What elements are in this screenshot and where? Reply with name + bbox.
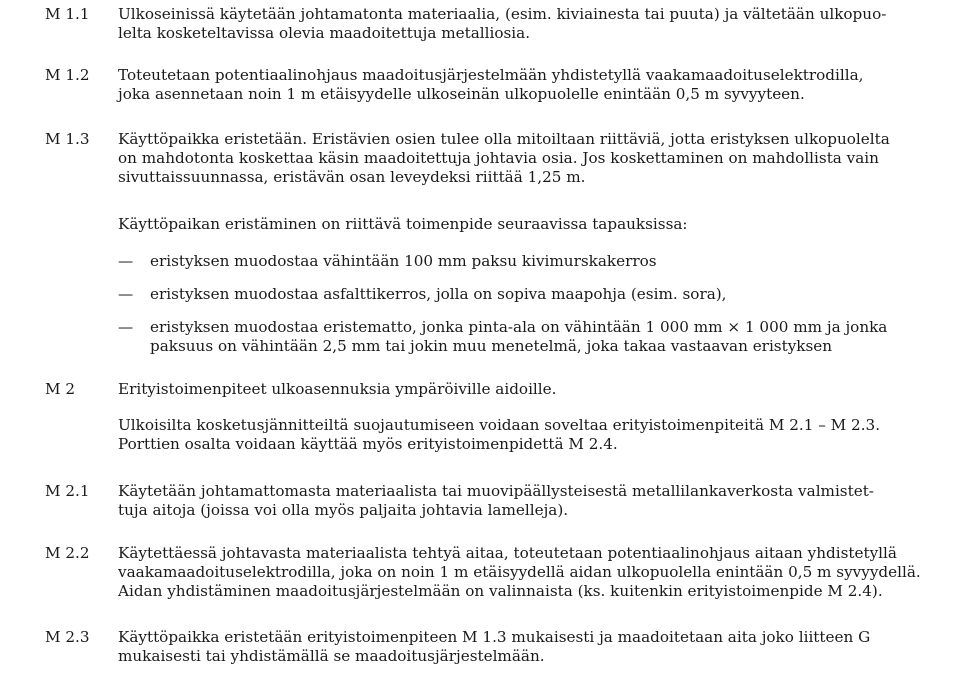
clause-code: M 2 [45, 380, 76, 398]
clause-code: M 2.2 [45, 544, 90, 562]
list-item-text: paksuus on vähintään 2,5 mm tai jokin muu menetelmä, joka takaa vastaavan eristyksen [150, 337, 833, 355]
clause-text [118, 380, 948, 399]
text-line: Ulkoisilta kosketusjännitteiltä suojautumiseen voidaan soveltaa erityistoimenpiteitä M 2.1 – M 2.3. [118, 416, 881, 434]
dash-bullet: — [118, 285, 134, 303]
clause-code: M 1.3 [45, 130, 90, 148]
text-line: Käyttöpaikka eristetään. Eristävien osien tulee olla mitoiltaan riittäviä, jotta eristyksen ulkopuolelta [118, 130, 890, 148]
dash-bullet: — [118, 252, 134, 270]
clause-text [118, 544, 948, 601]
clause-text [118, 66, 948, 104]
list-item-text: eristyksen muodostaa eristematto, jonka pinta-ala on vähintään 1 000 mm × 1 000 mm ja jonka [150, 318, 888, 336]
text-line: Käyttöpaikka eristetään erityistoimenpiteen M 1.3 mukaisesti ja maadoitetaan aita joko liitteen G [118, 628, 871, 646]
list-item-text: eristyksen muodostaa vähintään 100 mm paksu kivimurskakerros [150, 252, 657, 270]
text-line: Toteutetaan potentiaalinohjaus maadoitusjärjestelmään yhdistetyllä vaakamaadoituselektrodilla, [118, 66, 864, 84]
clause-text [118, 130, 948, 187]
text-line: Käytetään johtamattomasta materiaalista tai muovipäällysteisestä metallilankaverkosta valmistet- [118, 482, 874, 500]
clause-text [118, 5, 948, 43]
text-line: Porttien osalta voidaan käyttää myös erityistoimenpidettä M 2.4. [118, 435, 618, 453]
clause-text [118, 482, 948, 520]
clause-code: M 2.1 [45, 482, 90, 500]
clause-text [118, 628, 948, 666]
clause-code: M 2.3 [45, 628, 90, 646]
text-line: Aidan yhdistäminen maadoitusjärjestelmään on valinnaista (ks. kuitenkin erityistoimenpide M 2.4). [118, 582, 883, 600]
clause-code: M 1.1 [45, 5, 90, 23]
text-line: lelta kosketeltavissa olevia maadoitettuja metalliosia. [118, 24, 531, 42]
text-line: mukaisesti tai yhdistämällä se maadoitusjärjestelmään. [118, 647, 545, 665]
text-line: Ulkoseinissä käytetään johtamatonta materiaalia, (esim. kiviainesta tai puuta) ja vältetään ulkopuo- [118, 5, 887, 23]
text-line: Käytettäessä johtavasta materiaalista tehtyä aitaa, toteutetaan potentiaalinohjaus aitaan yhdistetyllä [118, 544, 897, 562]
text-line: tuja aitoja (joissa voi olla myös paljaita johtavia lamelleja). [118, 501, 569, 519]
clause-code: M 1.2 [45, 66, 90, 84]
list-item-text: eristyksen muodostaa asfalttikerros, jolla on sopiva maapohja (esim. sora), [150, 285, 727, 303]
text-line: on mahdotonta koskettaa käsin maadoitettuja johtavia osia. Jos koskettaminen on mahdollista vain [118, 149, 879, 167]
text-line: sivuttaissuunnassa, eristävän osan leveydeksi riittää 1,25 m. [118, 168, 586, 186]
text-line: Erityistoimenpiteet ulkoasennuksia ympäröiville aidoille. [118, 380, 557, 398]
text-line: vaakamaadoituselektrodilla, joka on noin 1 m etäisyydellä aidan ulkopuolella enintään 0,5 m syvyydellä. [118, 563, 921, 581]
dash-bullet: — [118, 318, 134, 336]
paragraph-text: Käyttöpaikan eristäminen on riittävä toimenpide seuraavissa tapauksissa: [118, 215, 688, 233]
text-line: joka asennetaan noin 1 m etäisyydelle ulkoseinän ulkopuolelle enintään 0,5 m syvyyteen. [118, 85, 805, 103]
